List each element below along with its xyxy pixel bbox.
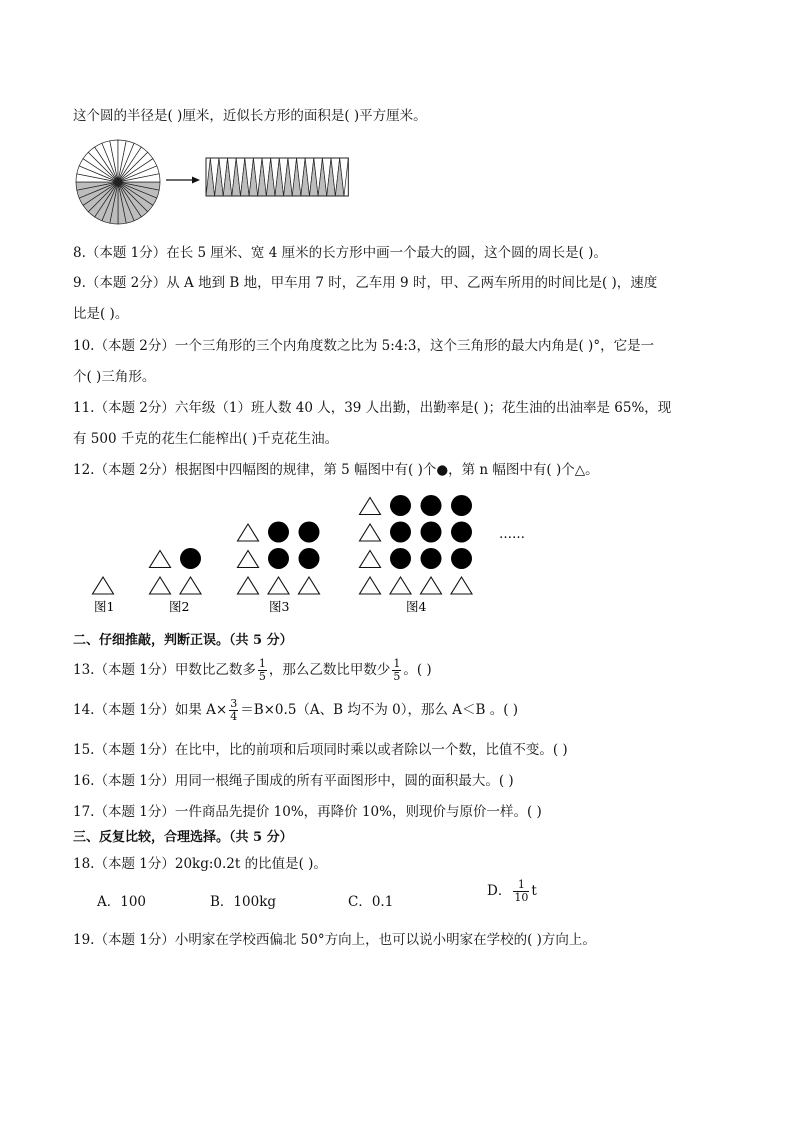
dot	[421, 548, 442, 569]
fig-label-3: 图3	[269, 599, 290, 614]
approx-rectangle	[206, 158, 348, 196]
fraction-1-5-b: $\frac{1}{5}$	[393, 657, 401, 683]
q12: 12.（本题 2分）根据图中四幅图的规律，第 5 幅图中有( )个●，第 n 幅图中有( )个△。	[73, 462, 599, 478]
triangle	[299, 577, 320, 594]
circle-to-rectangle-figure	[74, 138, 349, 228]
triangle	[360, 498, 381, 515]
q10-line2: 个( )三角形。	[73, 369, 156, 385]
fig-label-2: 图2	[169, 599, 190, 614]
fraction-3-4: $\frac{3}{4}$	[230, 697, 238, 723]
fig-label-4: 图4	[406, 599, 427, 614]
dot	[390, 548, 411, 569]
triangle	[360, 524, 381, 541]
dot	[390, 495, 411, 516]
q14	[73, 698, 518, 723]
fraction-1-10: $\frac{1}{10}$	[514, 878, 529, 904]
q9-line2: 比是( )。	[73, 306, 129, 322]
q11-line1: 11.（本题 2分）六年级（1）班人数 40 人，39 人出勤，出勤率是( )；花生油的出油率是 65%，现	[73, 400, 672, 416]
section-2-heading: 二、仔细推敲，判断正误。（共 5 分）	[73, 633, 293, 648]
triangle	[390, 577, 411, 594]
q11-line2: 有 500 千克的花生仁能榨出( )千克花生油。	[73, 431, 339, 447]
triangle	[238, 577, 259, 594]
triangle	[238, 551, 259, 568]
triangle	[93, 577, 114, 594]
q18-option-d-prefix: D．	[487, 883, 512, 899]
dot	[390, 522, 411, 543]
q19: 19.（本题 1分）小明家在学校西偏北 50°方向上，也可以说小明家在学校的( )方向上。	[73, 932, 596, 948]
triangle	[150, 551, 171, 568]
fig-label-1: 图1	[94, 599, 115, 614]
triangle	[421, 577, 442, 594]
dot	[268, 548, 289, 569]
dot	[421, 522, 442, 543]
pattern-figures	[85, 486, 545, 616]
arrow-head	[192, 177, 200, 184]
dot	[451, 522, 472, 543]
dot	[268, 522, 289, 543]
q8: 8.（本题 1分）在长 5 厘米、宽 4 厘米的长方形中画一个最大的圆，这个圆的周长是( )。	[73, 245, 607, 261]
q18-option-d	[487, 879, 537, 904]
q18-option-d-unit: t	[531, 883, 537, 899]
q18: 18.（本题 1分）20kg:0.2t 的比值是( )。	[73, 856, 327, 872]
q9-line1: 9.（本题 2分）从 A 地到 B 地，甲车用 7 时，乙车用 9 时，甲、乙两车所用的时间比是( )，速度	[73, 275, 658, 291]
q13-text-b: ，那么乙数比甲数少	[268, 662, 391, 678]
dot	[180, 548, 201, 569]
dot	[299, 522, 320, 543]
triangle	[451, 577, 472, 594]
triangle	[268, 577, 289, 594]
triangle	[360, 551, 381, 568]
fraction-1-5: $\frac{1}{5}$	[258, 657, 266, 683]
dot	[451, 548, 472, 569]
dot	[421, 495, 442, 516]
dot	[299, 548, 320, 569]
q13	[73, 658, 432, 683]
q18-option-c: C．0.1	[348, 894, 394, 910]
triangle	[180, 577, 201, 594]
dot	[451, 495, 472, 516]
q7-tail: 这个圆的半径是( )厘米，近似长方形的面积是( )平方厘米。	[73, 108, 427, 124]
q17: 17.（本题 1分）一件商品先提价 10%，再降价 10%，则现价与原价一样。( )	[73, 804, 542, 820]
triangle	[360, 577, 381, 594]
q13-text-c: 。( )	[403, 662, 432, 678]
q10-line1: 10.（本题 2分）一个三角形的三个内角度数之比为 5:4:3，这个三角形的最大内角是( )°，它是一	[73, 338, 655, 354]
sectored-circle	[76, 140, 160, 224]
q18-option-b: B．100kg	[210, 894, 277, 910]
q13-text-a: 13.（本题 1分）甲数比乙数多	[73, 662, 256, 678]
triangle	[150, 577, 171, 594]
triangle	[238, 524, 259, 541]
section-3-heading: 三、反复比较，合理选择。（共 5 分）	[73, 830, 293, 845]
q18-option-a: A．100	[97, 894, 147, 910]
q14-text-b: ＝B×0.5（A、B 均不为 0），那么 A＜B 。( )	[240, 702, 519, 718]
q15: 15.（本题 1分）在比中，比的前项和后项同时乘以或者除以一个数，比值不变。( )	[73, 742, 568, 758]
ellipsis: ……	[499, 527, 525, 542]
q14-text-a: 14.（本题 1分）如果 A×	[73, 702, 228, 718]
q16: 16.（本题 1分）用同一根绳子围成的所有平面图形中，圆的面积最大。( )	[73, 773, 514, 789]
